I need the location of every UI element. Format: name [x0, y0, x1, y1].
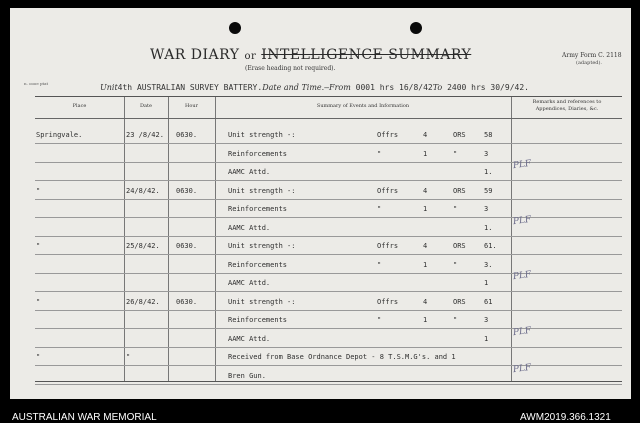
row-offrs-label: " — [377, 205, 382, 213]
row-divider — [35, 143, 622, 144]
footer-left: AUSTRALIAN WAR MEMORIAL — [12, 412, 157, 423]
row-summary-text: Unit strength -: — [228, 186, 296, 195]
row-ors-label: " — [453, 260, 458, 269]
row-divider — [35, 291, 622, 292]
row-place: Springvale. — [36, 131, 83, 139]
to-value: 2400 hrs 30/9/42. — [447, 83, 529, 92]
row-date: " — [126, 353, 131, 361]
column-header-place: Place — [72, 103, 87, 109]
row-hour: 0630. — [176, 186, 198, 195]
row-ors-label: " — [453, 149, 458, 158]
row-summary-text: AAMC Attd. — [228, 223, 271, 232]
row-hour: 0630. — [176, 131, 198, 139]
row-summary-text: AAMC Attd. — [228, 168, 271, 176]
diary-table — [35, 96, 622, 382]
row-ors-value: 1. — [484, 223, 493, 232]
row-hour: 0630. — [176, 297, 198, 306]
row-offrs-value: 1 — [423, 260, 428, 269]
column-header-date: Date — [140, 103, 152, 109]
row-divider — [35, 162, 622, 163]
row-summary-text: Received from Base Ordnance Depot - 8 T.S.M.G's. and 1 — [228, 353, 456, 361]
column-header-hour: Hour — [185, 103, 198, 109]
row-ors-value: 59 — [484, 186, 493, 195]
row-date: 23 /8/42. — [126, 131, 164, 139]
row-offrs-value: 4 — [423, 297, 428, 306]
row-offrs-value: 4 — [423, 186, 428, 195]
title-note: (Erase heading not required). — [245, 65, 336, 72]
row-ors-label: ORS — [453, 297, 466, 306]
row-summary-text: Reinforcements — [228, 260, 288, 269]
row-ors-value: 3 — [484, 316, 489, 324]
row-offrs-value: 1 — [423, 149, 428, 158]
row-place: " — [36, 353, 41, 361]
row-divider — [35, 180, 622, 181]
row-ors-value: 3 — [484, 205, 489, 213]
officer-initials-signature: PLF — [512, 325, 532, 338]
title-or: or — [244, 51, 257, 62]
page-title — [150, 47, 472, 63]
form-ref: n. oooe ptat — [24, 81, 49, 86]
form-id: Army Form C. 2118 — [562, 52, 622, 59]
unit-prefix: Unit — [100, 83, 118, 92]
column-divider — [168, 97, 169, 381]
row-ors-label: ORS — [453, 242, 466, 250]
row-place: " — [36, 297, 41, 306]
war-diary-sheet — [10, 8, 631, 423]
date-time-label: Date and Time. — [262, 83, 325, 92]
row-divider — [35, 273, 622, 274]
row-place: " — [36, 242, 41, 250]
row-summary-text: AAMC Attd. — [228, 334, 271, 343]
title-war-diary: WAR DIARY — [150, 47, 240, 63]
column-header-remarks: Remarks and references to Appendices, Diaries, &c. — [532, 99, 602, 112]
row-divider — [35, 328, 622, 329]
row-summary-text: Bren Gun. — [228, 371, 266, 380]
row-offrs-label: Offrs — [377, 242, 399, 250]
column-divider — [511, 97, 512, 381]
row-offrs-label: Offrs — [377, 297, 399, 306]
row-ors-value: 61. — [484, 242, 497, 250]
row-place: " — [36, 186, 41, 195]
title-struck-heading: INTELLIGENCE SUMMARY — [261, 47, 472, 63]
row-ors-value: 3. — [484, 260, 493, 269]
officer-initials-signature: PLF — [512, 214, 532, 227]
row-date: 25/8/42. — [126, 242, 160, 250]
row-divider — [35, 217, 622, 218]
row-divider — [35, 199, 622, 200]
punch-hole-left — [229, 22, 241, 34]
from-label: From — [329, 83, 351, 92]
row-offrs-value: 1 — [423, 316, 428, 324]
row-summary-text: AAMC Attd. — [228, 279, 271, 287]
row-summary-text: Unit strength -: — [228, 131, 296, 139]
punch-hole-right — [410, 22, 422, 34]
column-divider — [215, 97, 216, 381]
row-ors-label: ORS — [453, 186, 466, 195]
row-divider — [35, 254, 622, 255]
row-summary-text: Unit strength -: — [228, 297, 296, 306]
from-value: 0001 hrs 16/8/42 — [355, 83, 433, 92]
row-summary-text: Reinforcements — [228, 149, 288, 158]
row-divider — [35, 310, 622, 311]
row-ors-value: 1 — [484, 279, 489, 287]
row-divider — [35, 384, 622, 385]
column-divider — [124, 97, 125, 381]
row-date: 24/8/42. — [126, 186, 160, 195]
row-ors-label: ORS — [453, 131, 466, 139]
column-header-summary: Summary of Events and Information — [316, 103, 410, 109]
row-ors-value: 61 — [484, 297, 493, 306]
footer-right: AWM2019.366.1321 — [520, 412, 611, 423]
officer-initials-signature: PLF — [512, 269, 532, 283]
row-offrs-value: 1 — [423, 205, 428, 213]
row-offrs-value: 4 — [423, 242, 428, 250]
row-ors-label: " — [453, 316, 458, 324]
row-ors-value: 3 — [484, 149, 489, 158]
to-label: To — [432, 83, 443, 92]
row-summary-text: Unit strength -: — [228, 242, 296, 250]
row-divider — [35, 365, 622, 366]
row-ors-value: 58 — [484, 131, 493, 139]
officer-initials-signature: PLF — [512, 158, 532, 172]
row-offrs-value: 4 — [423, 131, 428, 139]
header-divider — [35, 118, 622, 119]
row-divider — [35, 236, 622, 237]
unit-line: Unit4th AUSTRALIAN SURVEY BATTERY.Date and Time.—From 0001 hrs 16/8/42To 2400 hrs 30/9/42. — [100, 83, 529, 92]
form-edition: (adapted). — [576, 60, 603, 66]
officer-initials-signature: PLF — [512, 362, 532, 375]
row-ors-value: 1 — [484, 334, 489, 343]
row-offrs-label: " — [377, 316, 382, 324]
unit-name: 4th AUSTRALIAN SURVEY BATTERY — [117, 83, 258, 92]
row-ors-label: " — [453, 205, 458, 213]
row-date: 26/8/42. — [126, 297, 160, 306]
row-hour: 0630. — [176, 242, 198, 250]
row-offrs-label: Offrs — [377, 186, 399, 195]
row-ors-value: 1. — [484, 168, 493, 176]
row-offrs-label: Offrs — [377, 131, 399, 139]
row-divider — [35, 347, 622, 348]
row-offrs-label: " — [377, 260, 382, 269]
row-summary-text: Reinforcements — [228, 205, 288, 213]
row-summary-text: Reinforcements — [228, 316, 288, 324]
row-offrs-label: " — [377, 149, 382, 158]
